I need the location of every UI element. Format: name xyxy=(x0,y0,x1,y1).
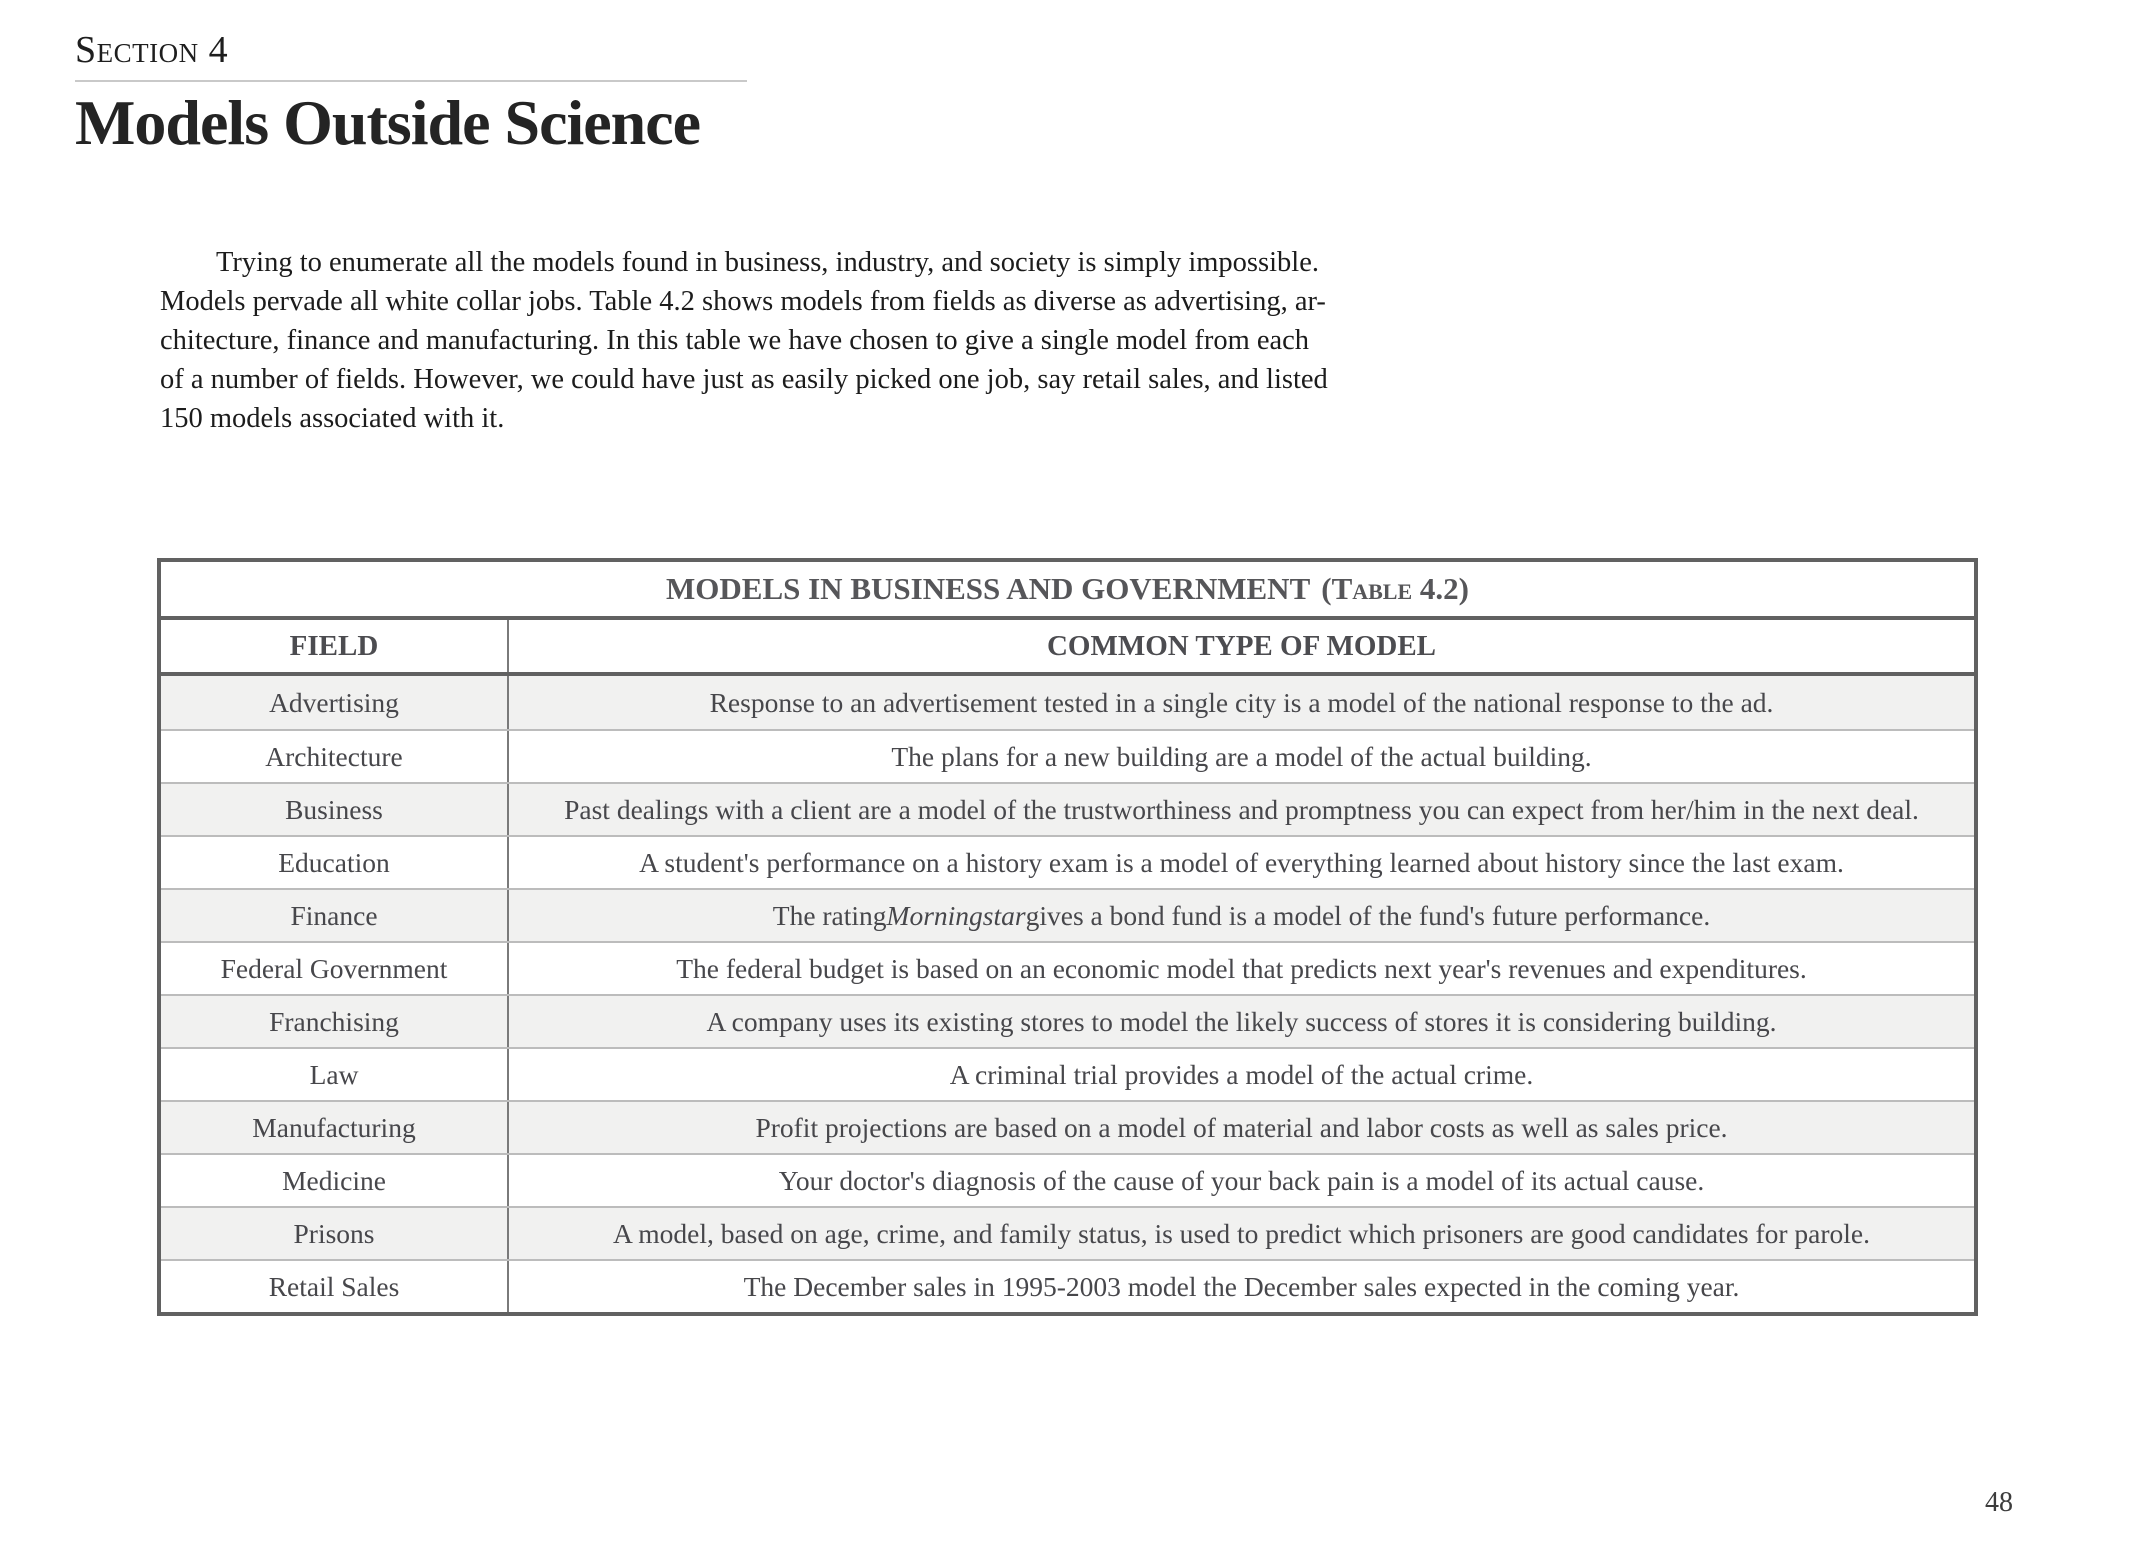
table-row xyxy=(161,941,1974,994)
model-cell: A company uses its existing stores to model the likely success of stores it is considering building. xyxy=(706,1005,1777,1037)
page-title: Models Outside Science xyxy=(75,87,701,158)
table-row xyxy=(161,1259,1974,1312)
table-title-main: MODELS IN BUSINESS AND GOVERNMENT xyxy=(666,571,1311,606)
table-row xyxy=(161,1206,1974,1259)
intro-line: Models pervade all white collar jobs. Table 4.2 shows models from fields as diverse as advertising, ar- xyxy=(160,286,1326,317)
intro-line: Trying to enumerate all the models found in business, industry, and society is simply impossible. xyxy=(216,247,1319,278)
column-header-field: FIELD xyxy=(161,620,509,672)
table-title-sub: (Table 4.2) xyxy=(1321,571,1469,606)
field-cell: Finance xyxy=(161,890,509,941)
table-row xyxy=(161,676,1974,729)
intro-line: of a number of fields. However, we could have just as easily picked one job, say retail sales, and listed xyxy=(160,364,1328,395)
field-cell: Law xyxy=(161,1049,509,1100)
table-header-row xyxy=(161,620,1974,676)
header-divider xyxy=(75,80,747,82)
field-cell: Federal Government xyxy=(161,943,509,994)
table-row xyxy=(161,1100,1974,1153)
models-table xyxy=(157,558,1978,1316)
table-row xyxy=(161,1153,1974,1206)
field-cell: Retail Sales xyxy=(161,1261,509,1312)
model-cell: Response to an advertisement tested in a single city is a model of the national response to the ad. xyxy=(709,686,1774,718)
intro-line: 150 models associated with it. xyxy=(160,403,505,434)
intro-line: chitecture, finance and manufacturing. In this table we have chosen to give a single model from each xyxy=(160,325,1310,356)
model-cell: A student's performance on a history exam is a model of everything learned about history since the last exam. xyxy=(639,846,1844,878)
model-cell: The federal budget is based on an economic model that predicts next year's revenues and expenditures. xyxy=(676,952,1807,984)
model-text: The rating xyxy=(772,899,887,931)
field-cell: Manufacturing xyxy=(161,1102,509,1153)
model-cell: Profit projections are based on a model of material and labor costs as well as sales price. xyxy=(755,1111,1728,1143)
model-cell: Your doctor's diagnosis of the cause of your back pain is a model of its actual cause. xyxy=(778,1164,1705,1196)
table-row xyxy=(161,888,1974,941)
table-row xyxy=(161,782,1974,835)
table-row xyxy=(161,729,1974,782)
table-row xyxy=(161,835,1974,888)
page-number: 48 xyxy=(1985,1487,2013,1518)
field-cell: Prisons xyxy=(161,1208,509,1259)
model-cell: The plans for a new building are a model of the actual building. xyxy=(891,740,1592,772)
field-cell: Architecture xyxy=(161,731,509,782)
model-text-italic: Morningstar xyxy=(886,899,1026,931)
table-body xyxy=(161,676,1974,1312)
intro-paragraph xyxy=(160,243,1328,438)
table-row xyxy=(161,994,1974,1047)
model-text: gives a bond fund is a model of the fund's future performance. xyxy=(1025,899,1711,931)
table-row xyxy=(161,1047,1974,1100)
field-cell: Education xyxy=(161,837,509,888)
field-cell: Medicine xyxy=(161,1155,509,1206)
page-header xyxy=(75,28,747,160)
model-cell: Past dealings with a client are a model of the trustworthiness and promptness you can expect from her/him in the next deal. xyxy=(564,793,1919,825)
table-title xyxy=(161,562,1974,620)
model-cell xyxy=(509,890,1974,941)
field-cell: Advertising xyxy=(161,676,509,729)
model-cell: A criminal trial provides a model of the actual crime. xyxy=(949,1058,1534,1090)
section-label: Section 4 xyxy=(75,29,229,71)
field-cell: Franchising xyxy=(161,996,509,1047)
column-header-model: COMMON TYPE OF MODEL xyxy=(1046,630,1437,662)
model-cell: The December sales in 1995-2003 model the December sales expected in the coming year. xyxy=(743,1270,1740,1302)
field-cell: Business xyxy=(161,784,509,835)
model-cell: A model, based on age, crime, and family status, is used to predict which prisoners are good candidates for parole. xyxy=(613,1217,1870,1249)
